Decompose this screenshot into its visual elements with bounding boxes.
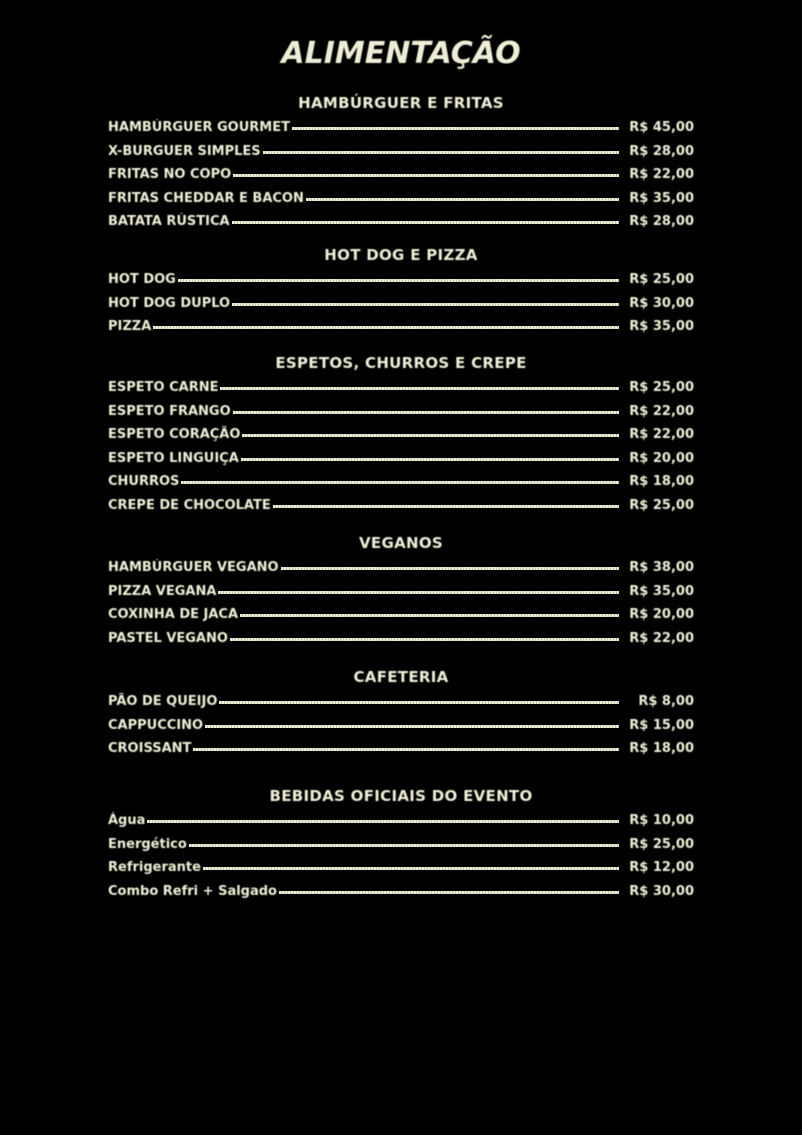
item-name: ESPETO CORAÇÃO xyxy=(108,427,241,443)
menu-section xyxy=(108,667,694,761)
section-title: HOT DOG E PIZZA xyxy=(324,246,478,264)
dotted-leader xyxy=(218,591,619,594)
section-title: CAFETERIA xyxy=(353,668,449,686)
item-name: BATATA RÚSTICA xyxy=(108,214,230,230)
item-name: Energético xyxy=(108,836,187,852)
item-name: PIZZA VEGANA xyxy=(108,583,217,599)
item-price: R$ 8,00 xyxy=(638,694,694,710)
dotted-leader xyxy=(203,867,619,870)
menu-section xyxy=(108,786,694,903)
item-price: R$ 30,00 xyxy=(629,295,694,311)
menu-item xyxy=(108,494,694,518)
item-name: Refrigerante xyxy=(108,860,201,876)
menu-section xyxy=(108,533,694,650)
item-name: ESPETO FRANGO xyxy=(108,403,231,419)
menu-item xyxy=(108,833,694,857)
item-price: R$ 12,00 xyxy=(629,860,694,876)
item-name: HAMBÚRGUER GOURMET xyxy=(108,120,290,136)
dotted-leader xyxy=(240,614,619,617)
item-name: FRITAS NO COPO xyxy=(108,167,232,183)
dotted-leader xyxy=(232,303,619,306)
item-price: R$ 30,00 xyxy=(629,883,694,899)
dotted-leader xyxy=(263,151,619,154)
menu-title: ALIMENTAÇÃO xyxy=(281,36,521,71)
item-price: R$ 18,00 xyxy=(629,741,694,757)
dotted-leader xyxy=(189,844,619,847)
item-name: HOT DOG xyxy=(108,272,176,288)
dotted-leader xyxy=(292,127,619,130)
item-price: R$ 25,00 xyxy=(629,272,694,288)
menu-item xyxy=(108,690,694,714)
item-name: ESPETO LINGUIÇA xyxy=(108,450,239,466)
item-name: CAPPUCCINO xyxy=(108,717,204,733)
menu-item xyxy=(108,627,694,651)
item-price: R$ 18,00 xyxy=(629,474,694,490)
menu-item xyxy=(108,714,694,738)
item-price: R$ 25,00 xyxy=(629,380,694,396)
item-name: X-BURGUER SIMPLES xyxy=(108,143,261,159)
menu-item xyxy=(108,809,694,833)
item-price: R$ 28,00 xyxy=(629,214,694,230)
section-title: VEGANOS xyxy=(359,534,443,552)
item-price: R$ 22,00 xyxy=(629,427,694,443)
item-name: FRITAS CHEDDAR E BACON xyxy=(108,190,304,206)
menu-item xyxy=(108,315,694,339)
menu-item xyxy=(108,423,694,447)
menu-section xyxy=(108,245,694,339)
item-price: R$ 45,00 xyxy=(629,120,694,136)
item-price: R$ 25,00 xyxy=(629,836,694,852)
menu-item xyxy=(108,292,694,316)
item-price: R$ 22,00 xyxy=(629,403,694,419)
item-name: HOT DOG DUPLO xyxy=(108,295,231,311)
menu-item xyxy=(108,737,694,761)
item-price: R$ 20,00 xyxy=(629,450,694,466)
menu-item xyxy=(108,140,694,164)
item-name: PASTEL VEGANO xyxy=(108,630,228,646)
item-price: R$ 25,00 xyxy=(629,497,694,513)
dotted-leader xyxy=(281,567,619,570)
item-price: R$ 35,00 xyxy=(629,319,694,335)
menu-item xyxy=(108,210,694,234)
item-name: CROISSANT xyxy=(108,741,192,757)
section-title: HAMBÚRGUER E FRITAS xyxy=(298,94,504,112)
dotted-leader xyxy=(279,891,619,894)
menu-item xyxy=(108,116,694,140)
dotted-leader xyxy=(205,725,619,728)
menu-section xyxy=(108,93,694,234)
section-title: ESPETOS, CHURROS E CREPE xyxy=(275,354,527,372)
menu-item xyxy=(108,268,694,292)
item-name: Água xyxy=(108,813,146,829)
menu-item xyxy=(108,376,694,400)
item-price: R$ 28,00 xyxy=(629,143,694,159)
dotted-leader xyxy=(181,481,619,484)
menu-item xyxy=(108,556,694,580)
dotted-leader xyxy=(241,458,619,461)
dotted-leader xyxy=(230,638,619,641)
item-name: HAMBÚRGUER VEGANO xyxy=(108,560,279,576)
item-name: PÃO DE QUEIJO xyxy=(108,694,218,710)
dotted-leader xyxy=(233,174,619,177)
item-name: Combo Refri + Salgado xyxy=(108,883,277,899)
item-price: R$ 15,00 xyxy=(629,717,694,733)
dotted-leader xyxy=(220,387,619,390)
menu-item xyxy=(108,880,694,904)
menu-item xyxy=(108,580,694,604)
menu-item xyxy=(108,447,694,471)
dotted-leader xyxy=(232,221,619,224)
dotted-leader xyxy=(178,279,619,282)
dotted-leader xyxy=(147,820,619,823)
dotted-leader xyxy=(273,505,619,508)
item-name: PIZZA xyxy=(108,319,152,335)
item-name: CREPE DE CHOCOLATE xyxy=(108,497,271,513)
item-price: R$ 22,00 xyxy=(629,167,694,183)
menu-item xyxy=(108,163,694,187)
section-title: BEBIDAS OFICIAIS DO EVENTO xyxy=(269,787,533,805)
menu-item xyxy=(108,400,694,424)
menu-item xyxy=(108,856,694,880)
item-price: R$ 20,00 xyxy=(629,607,694,623)
menu-section xyxy=(108,353,694,517)
item-price: R$ 22,00 xyxy=(629,630,694,646)
menu-item xyxy=(108,603,694,627)
item-name: COXINHA DE JACA xyxy=(108,607,239,623)
item-name: ESPETO CARNE xyxy=(108,380,219,396)
dotted-leader xyxy=(242,434,619,437)
item-price: R$ 38,00 xyxy=(629,560,694,576)
dotted-leader xyxy=(306,198,619,201)
dotted-leader xyxy=(219,701,619,704)
dotted-leader xyxy=(233,411,619,414)
item-price: R$ 35,00 xyxy=(629,583,694,599)
dotted-leader xyxy=(153,326,619,329)
dotted-leader xyxy=(193,748,619,751)
menu-item xyxy=(108,470,694,494)
item-name: CHURROS xyxy=(108,474,180,490)
item-price: R$ 10,00 xyxy=(629,813,694,829)
item-price: R$ 35,00 xyxy=(629,190,694,206)
menu-item xyxy=(108,187,694,211)
